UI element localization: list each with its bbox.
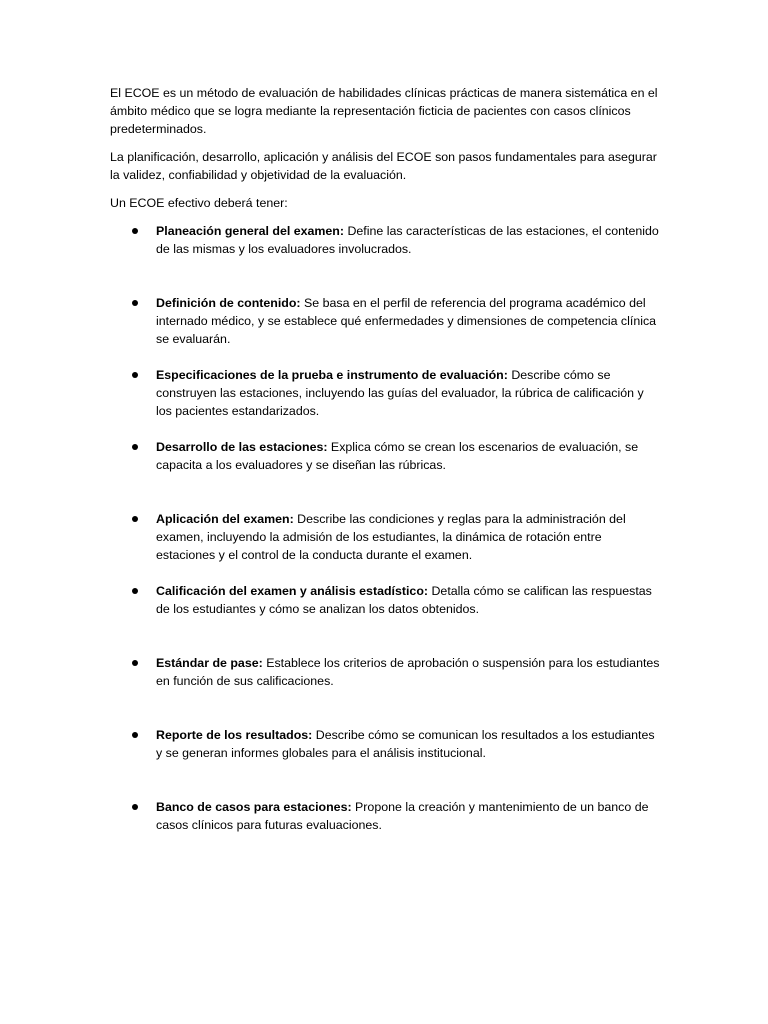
item-description: Detalla cómo se califican las respuestas de los estudiantes y cómo se analizan los datos obtenidos. [156, 584, 652, 616]
list-item [110, 438, 660, 492]
item-description: Establece los criterios de aprobación o suspensión para los estudiantes en función de sus calificaciones. [156, 656, 660, 688]
list-item [110, 582, 660, 636]
item-term: Desarrollo de las estaciones: [156, 440, 328, 454]
requirements-list [110, 222, 660, 852]
item-description: Explica cómo se crean los escenarios de evaluación, se capacita a los evaluadores y se diseñan las rúbricas. [156, 440, 639, 472]
item-term: Calificación del examen y análisis estadístico: [156, 584, 429, 598]
item-term: Especificaciones de la prueba e instrumento de evaluación: [156, 368, 508, 382]
list-item [110, 798, 660, 852]
item-term: Reporte de los resultados: [156, 728, 313, 742]
list-item [110, 366, 660, 420]
bullet-icon [132, 660, 138, 666]
bullet-icon [132, 300, 138, 306]
list-item [110, 294, 660, 348]
item-description: Define las características de las estaciones, el contenido de las mismas y los evaluadores involucrados. [156, 224, 659, 256]
item-term: Banco de casos para estaciones: [156, 800, 352, 814]
list-item [110, 726, 660, 780]
bullet-icon [132, 228, 138, 234]
item-description: Describe cómo se construyen las estaciones, incluyendo las guías del evaluador, la rúbrica de calificación y los pacientes estandarizados. [156, 368, 644, 418]
list-item [110, 510, 660, 564]
intro-paragraph-2: La planificación, desarrollo, aplicación y análisis del ECOE son pasos fundamentales para asegurar la validez, confiabilidad y objetividad de la evaluación. [110, 150, 657, 182]
item-term: Planeación general del examen: [156, 224, 345, 238]
item-description: Describe las condiciones y reglas para la administración del examen, incluyendo la admisión de los estudiantes, la dinámica de rotación entre estaciones y el control de la conducta durante el examen. [156, 512, 626, 562]
intro-paragraph-1: El ECOE es un método de evaluación de habilidades clínicas prácticas de manera sistemática en el ámbito médico que se logra mediante la representación ficticia de pacientes con casos clínicos predeterminados. [110, 86, 658, 136]
item-term: Definición de contenido: [156, 296, 301, 310]
bullet-icon [132, 372, 138, 378]
list-item [110, 222, 660, 276]
bullet-icon [132, 732, 138, 738]
bullet-icon [132, 804, 138, 810]
list-item [110, 654, 660, 708]
item-term: Estándar de pase: [156, 656, 263, 670]
bullet-icon [132, 588, 138, 594]
bullet-icon [132, 444, 138, 450]
item-description: Se basa en el perfil de referencia del programa académico del internado médico, y se establece qué enfermedades y dimensiones de competencia clínica se evaluarán. [156, 296, 657, 346]
item-description: Describe cómo se comunican los resultados a los estudiantes y se generan informes globales para el análisis institucional. [156, 728, 655, 760]
document-body [110, 84, 660, 870]
bullet-icon [132, 516, 138, 522]
item-term: Aplicación del examen: [156, 512, 294, 526]
intro-paragraph-3: Un ECOE efectivo deberá tener: [110, 196, 288, 210]
item-description: Propone la creación y mantenimiento de un banco de casos clínicos para futuras evaluaciones. [156, 800, 649, 832]
